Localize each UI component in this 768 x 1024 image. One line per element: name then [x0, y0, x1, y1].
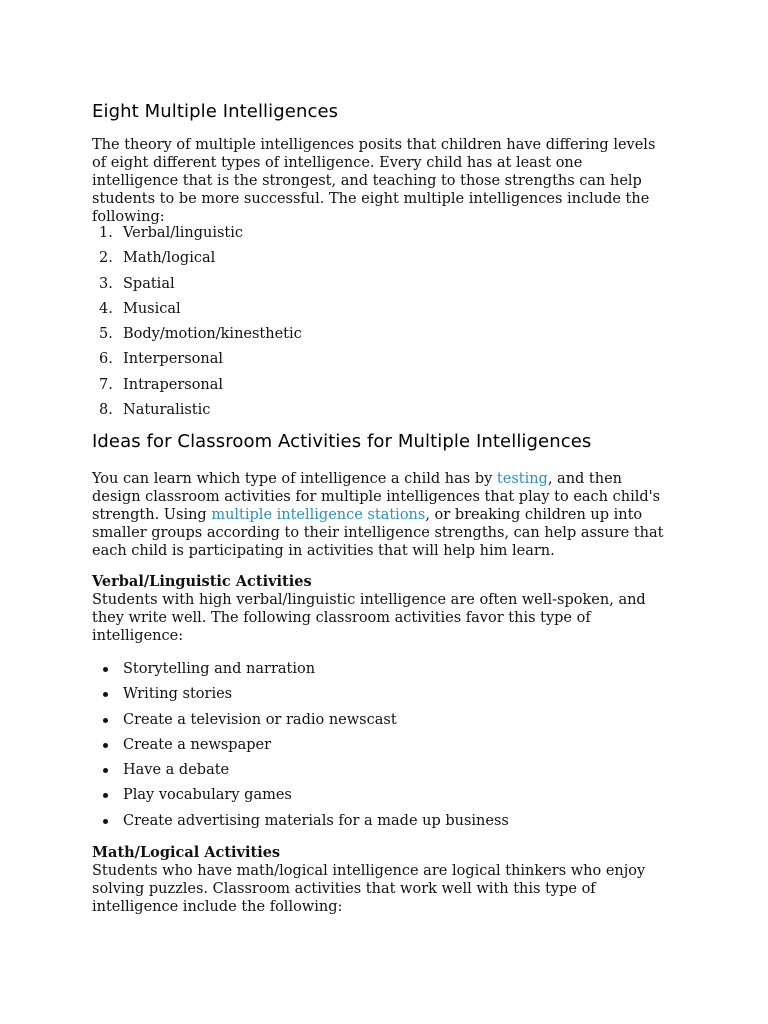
list-item-label: Math/logical	[123, 250, 216, 267]
list-item	[92, 812, 509, 837]
list-item-label: Writing stories	[123, 686, 233, 703]
list-item	[92, 300, 302, 325]
list-item	[92, 249, 302, 274]
list-number: 7.	[99, 376, 113, 393]
list-item	[92, 786, 509, 811]
list-item	[92, 325, 302, 350]
list-number: 6.	[99, 351, 113, 368]
list-item	[92, 350, 302, 375]
bullet-icon	[103, 743, 108, 748]
list-item-label: Play vocabulary games	[123, 787, 292, 804]
list-item-label: Create a television or radio newscast	[123, 711, 397, 728]
testing-link[interactable]: testing	[496, 471, 548, 487]
list-item	[92, 224, 302, 249]
list-item-label: Verbal/linguistic	[123, 225, 244, 241]
list-item	[92, 711, 509, 736]
intelligences-list	[92, 224, 302, 426]
verbal-activities-list	[92, 660, 509, 837]
list-item	[92, 376, 302, 401]
verbal-section	[92, 573, 672, 645]
intro-paragraph: The theory of multiple intelligences posits that children have differing levels of eight different types of intelligence. Every child has at least one intelligence that is the strongest, and teaching to those strengths can help students to be more successful. The eight multiple intelligences include the following:	[92, 137, 656, 225]
list-item	[92, 660, 509, 685]
ideas-text-1: You can learn which type of intelligence a child has by	[92, 471, 497, 487]
list-item	[92, 685, 509, 710]
bullet-icon	[103, 692, 108, 697]
bullet-icon	[103, 667, 108, 672]
heading-classroom-activities: Ideas for Classroom Activities for Multiple Intelligences	[92, 431, 592, 452]
list-item-label: Create advertising materials for a made up business	[123, 812, 509, 829]
ideas-text-3: , or breaking children up into smaller groups according to their intelligence strengths, can help assure that each child is participating in activities that will help him learn.	[92, 507, 664, 559]
ideas-text-2: , and then design classroom activities for multiple intelligences that play to each child's strength. Using	[92, 471, 661, 523]
bullet-icon	[103, 819, 108, 824]
list-number: 3.	[99, 275, 113, 292]
list-item	[92, 275, 302, 300]
list-item-label: Spatial	[123, 275, 175, 292]
math-section	[92, 844, 672, 916]
heading-eight-multiple-intelligences: Eight Multiple Intelligences	[92, 101, 339, 122]
list-item	[92, 401, 302, 426]
ideas-paragraph	[92, 470, 672, 560]
list-item-label: Naturalistic	[123, 402, 211, 419]
list-item-label: Interpersonal	[123, 351, 223, 368]
list-item-label: Have a debate	[123, 762, 230, 779]
list-item-label: Musical	[123, 300, 181, 317]
list-item-label: Body/motion/kinesthetic	[123, 326, 302, 343]
verbal-activities-text: Students with high verbal/linguistic intelligence are often well-spoken, and they write well. The following classroom activities favor this type of intelligence:	[92, 592, 646, 644]
list-number: 8.	[99, 402, 113, 419]
bullet-icon	[103, 793, 108, 798]
list-number: 5.	[99, 326, 113, 343]
list-number: 1.	[99, 225, 113, 241]
multiple-intelligence-stations-link[interactable]: multiple intelligence stations	[211, 507, 426, 523]
bullet-icon	[103, 768, 108, 773]
list-number: 4.	[99, 300, 113, 317]
list-item-label: Intrapersonal	[123, 376, 224, 393]
verbal-activities-title: Verbal/Linguistic Activities	[92, 573, 312, 590]
math-activities-text: Students who have math/logical intelligence are logical thinkers who enjoy solving puzzles. Classroom activities that work well with this type of intelligence include the following:	[92, 863, 646, 915]
list-number: 2.	[99, 250, 113, 267]
math-activities-title: Math/Logical Activities	[92, 844, 281, 861]
list-item	[92, 761, 509, 786]
list-item-label: Create a newspaper	[123, 736, 272, 753]
bullet-icon	[103, 718, 108, 723]
list-item-label: Storytelling and narration	[123, 661, 316, 677]
list-item	[92, 736, 509, 761]
